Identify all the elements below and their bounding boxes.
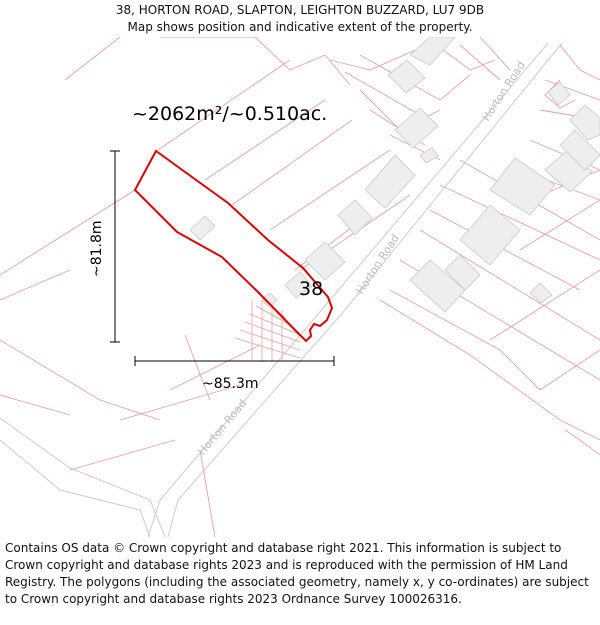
side-road-edge-south [0, 440, 150, 537]
height-label: ~81.8m [89, 220, 105, 277]
property-map[interactable] [0, 37, 600, 537]
width-label: ~85.3m [202, 376, 259, 392]
map-subtitle: Map shows position and indicative extent of the property. [127, 20, 473, 34]
property-address: 38, HORTON ROAD, SLAPTON, LEIGHTON BUZZARD, LU7 9DB [115, 3, 485, 17]
road-label-north: Horton Road [479, 58, 528, 124]
road-label-middle: Horton Road [353, 231, 402, 297]
plot-number: 38 [299, 278, 324, 300]
area-label: ~2062m²/~0.510ac. [132, 103, 328, 125]
side-road-edge-north [0, 418, 165, 537]
copyright-notice: Contains OS data © Crown copyright and database right 2021. This information is subject to Crown copyright and database rights 2023 and is reproduced with the permission of HM Land Registry. The polygons (including the associated geometry, namely x, y co-ordinates) are subject to Crown copyright and database rights 2023 Ordnance Survey 100026316. [5, 541, 589, 606]
buildings [190, 37, 600, 312]
map-header [0, 0, 600, 39]
property-boundary[interactable] [135, 151, 332, 341]
height-measure [110, 151, 120, 342]
road-label-south: Horton Road [195, 396, 250, 458]
